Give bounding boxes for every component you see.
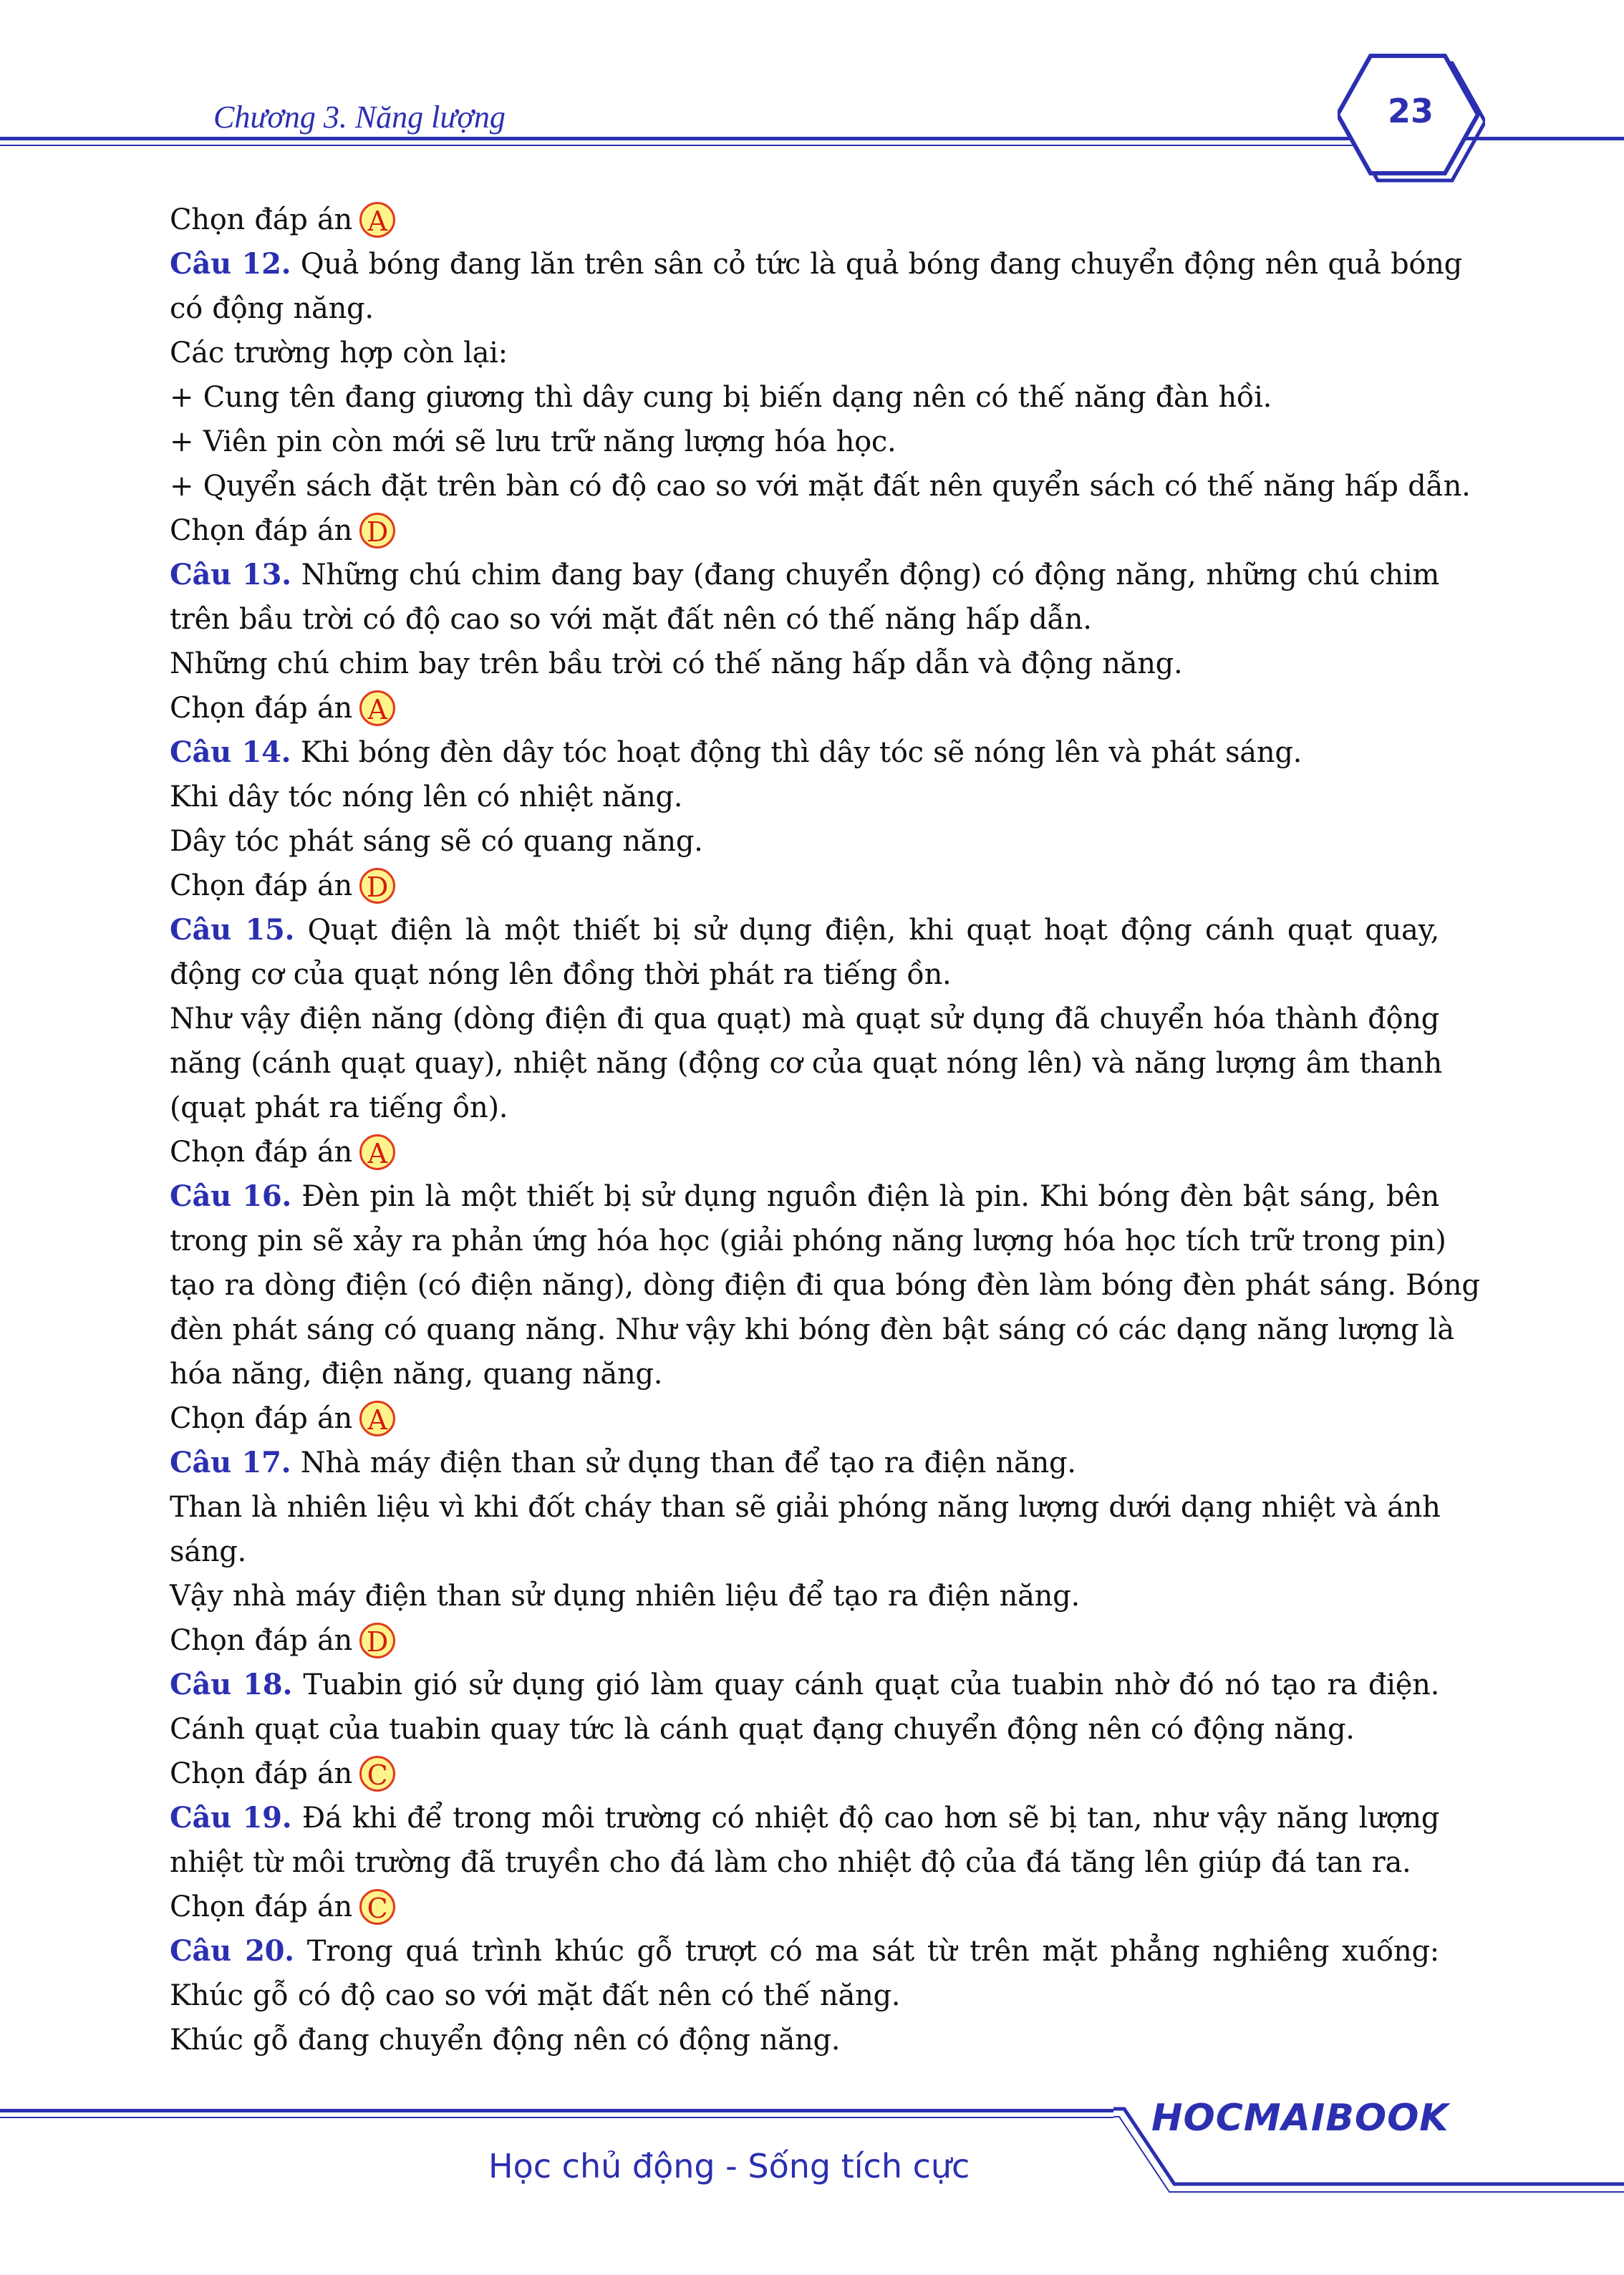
- q17-line-4: Vậy nhà máy điện than sử dụng nhiên liệu để tạo ra điện năng.: [170, 1580, 1080, 1613]
- q18-line-2: Cánh quạt của tuabin quay tức là cánh quạt đạng chuyển động nên có động năng.: [170, 1713, 1355, 1746]
- answer-badge: D: [359, 513, 395, 549]
- q15-line-2: động cơ của quạt nóng lên đồng thời phát ra tiếng ồn.: [170, 958, 952, 991]
- q12-line-3: Các trường hợp còn lại:: [170, 337, 508, 369]
- q12-line-2: có động năng.: [170, 292, 374, 325]
- question-label: Câu 20.: [170, 1934, 294, 1968]
- question-label: Câu 15.: [170, 913, 295, 947]
- solution-content: [170, 198, 1480, 2062]
- q20-line-3: Khúc gỗ đang chuyển động nên có động năng.: [170, 2024, 841, 2057]
- q13-line-2: trên bầu trời có độ cao so với mặt đất nên có thế năng hấp dẫn.: [170, 603, 1092, 636]
- q16-line-5: hóa năng, điện năng, quang năng.: [170, 1358, 663, 1391]
- q20-line-1: Câu 20. Trong quá trình khúc gỗ trượt có ma sát từ trên mặt phẳng nghiêng xuống:: [170, 1934, 1439, 1968]
- q14-line-2: Khi dây tóc nóng lên có nhiệt năng.: [170, 781, 683, 813]
- q13-line-1: Câu 13. Những chú chim đang bay (đang chuyển động) có động năng, những chú chim: [170, 558, 1439, 591]
- question-label: Câu 17.: [170, 1446, 291, 1479]
- answer-line-17: Chọn đáp án D: [170, 1618, 1439, 1663]
- answer-line-12: Chọn đáp án D: [170, 508, 1439, 553]
- answer-line-11: Chọn đáp án A: [170, 198, 1439, 242]
- header-rule-top: [0, 137, 1366, 140]
- q12-line-6: + Quyển sách đặt trên bàn có độ cao so với mặt đất nên quyển sách có thế năng hấp dẫn.: [170, 470, 1471, 503]
- q18-line-1: Câu 18. Tuabin gió sử dụng gió làm quay cánh quạt của tuabin nhờ đó nó tạo ra điện.: [170, 1668, 1439, 1701]
- q15-line-3: Như vậy điện năng (dòng điện đi qua quạt) mà quạt sử dụng đã chuyển hóa thành động: [170, 1003, 1439, 1035]
- answer-badge: A: [359, 690, 395, 726]
- answer-line-19: Chọn đáp án C: [170, 1885, 1439, 1929]
- q15-line-5: (quạt phát ra tiếng ồn).: [170, 1091, 508, 1124]
- question-label: Câu 12.: [170, 247, 291, 281]
- question-label: Câu 19.: [170, 1801, 292, 1835]
- question-label: Câu 13.: [170, 558, 291, 591]
- answer-line-16: Chọn đáp án A: [170, 1396, 1439, 1441]
- answer-badge: D: [359, 1623, 395, 1658]
- answer-badge: A: [359, 1401, 395, 1436]
- answer-line-13: Chọn đáp án A: [170, 686, 1439, 730]
- q17-line-1: Câu 17. Nhà máy điện than sử dụng than để tạo ra điện năng.: [170, 1446, 1076, 1479]
- q16-line-3: tạo ra dòng điện (có điện năng), dòng điện đi qua bóng đèn làm bóng đèn phát sáng. Bóng: [170, 1269, 1480, 1302]
- brand-logo: HOCMAIBOOK: [1151, 2097, 1449, 2140]
- answer-badge: D: [359, 868, 395, 904]
- q16-line-1: Câu 16. Đèn pin là một thiết bị sử dụng nguồn điện là pin. Khi bóng đèn bật sáng, bên: [170, 1179, 1439, 1213]
- question-label: Câu 16.: [170, 1179, 292, 1213]
- q14-line-1: Câu 14. Khi bóng đèn dây tóc hoạt động thì dây tóc sẽ nóng lên và phát sáng.: [170, 735, 1302, 769]
- header-rule-bottom: [0, 145, 1366, 146]
- q15-line-4: năng (cánh quạt quay), nhiệt năng (động cơ của quạt nóng lên) và năng lượng âm thanh: [170, 1047, 1442, 1080]
- chapter-title: Chương 3. Năng lượng: [213, 100, 506, 135]
- q16-line-4: đèn phát sáng có quang năng. Như vậy khi bóng đèn bật sáng có các dạng năng lượng là: [170, 1313, 1454, 1346]
- answer-badge: A: [359, 202, 395, 238]
- page-number: 23: [1387, 92, 1434, 130]
- answer-badge: C: [359, 1889, 395, 1925]
- answer-line-15: Chọn đáp án A: [170, 1130, 1439, 1174]
- answer-badge: C: [359, 1756, 395, 1792]
- q17-line-2: Than là nhiên liệu vì khi đốt cháy than sẽ giải phóng năng lượng dưới dạng nhiệt và ánh: [170, 1491, 1441, 1524]
- answer-line-14: Chọn đáp án D: [170, 864, 1439, 908]
- q15-line-1: Câu 15. Quạt điện là một thiết bị sử dụng điện, khi quạt hoạt động cánh quạt quay,: [170, 913, 1439, 947]
- question-label: Câu 14.: [170, 735, 291, 769]
- q19-line-2: nhiệt từ môi trường đã truyền cho đá làm cho nhiệt độ của đá tăng lên giúp đá tan ra.: [170, 1846, 1411, 1879]
- answer-line-18: Chọn đáp án C: [170, 1752, 1439, 1796]
- q12-line-4: + Cung tên đang giương thì dây cung bị biến dạng nên có thế năng đàn hồi.: [170, 381, 1272, 414]
- q12-line-5: + Viên pin còn mới sẽ lưu trữ năng lượng hóa học.: [170, 425, 896, 458]
- footer-slogan: Học chủ động - Sống tích cực: [488, 2147, 970, 2185]
- q14-line-3: Dây tóc phát sáng sẽ có quang năng.: [170, 825, 703, 858]
- q20-line-2: Khúc gỗ có độ cao so với mặt đất nên có thế năng.: [170, 1979, 901, 2012]
- q12-line-1: Câu 12. Quả bóng đang lăn trên sân cỏ tức là quả bóng đang chuyển động nên quả bóng: [170, 247, 1462, 281]
- q13-line-3: Những chú chim bay trên bầu trời có thế năng hấp dẫn và động năng.: [170, 647, 1183, 680]
- question-label: Câu 18.: [170, 1668, 293, 1701]
- q17-line-3: sáng.: [170, 1535, 246, 1568]
- q16-line-2: trong pin sẽ xảy ra phản ứng hóa học (giải phóng năng lượng hóa học tích trữ trong pin): [170, 1225, 1446, 1257]
- q19-line-1: Câu 19. Đá khi để trong môi trường có nhiệt độ cao hơn sẽ bị tan, như vậy năng lượng: [170, 1801, 1439, 1835]
- answer-badge: A: [359, 1134, 395, 1170]
